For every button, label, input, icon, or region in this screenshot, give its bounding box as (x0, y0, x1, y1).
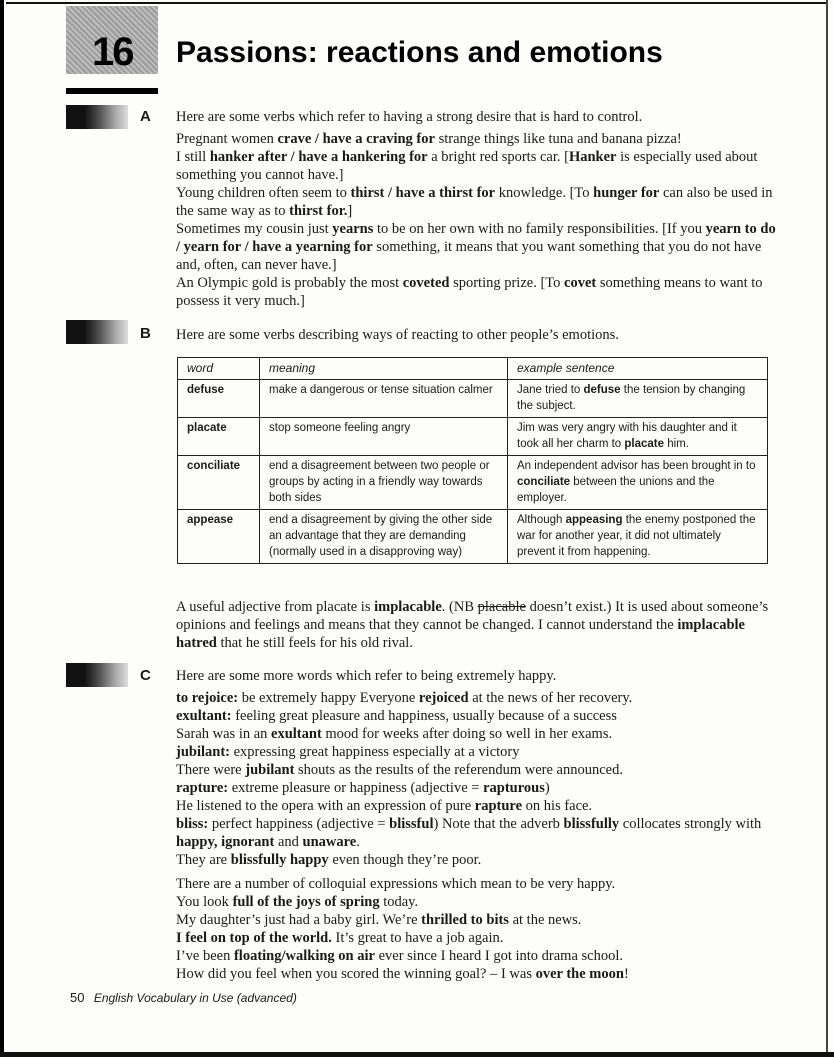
table-row (178, 418, 768, 456)
text-run: at the news of her recovery. (468, 690, 633, 706)
text-line (176, 911, 776, 929)
text-run: Pregnant women (176, 131, 278, 147)
text-run: An independent advisor has been brought in to (517, 460, 756, 472)
text-run: him. (664, 438, 689, 450)
key-term: coveted (402, 275, 450, 291)
key-term: jubilant (245, 762, 295, 778)
text-run: He listened to the opera with an expression of pure (176, 798, 475, 814)
key-term: rapturous (483, 780, 545, 796)
text-run: perfect happiness (adjective = (208, 816, 390, 832)
section-b-letter: B (140, 325, 151, 342)
text-run: Although (517, 514, 566, 526)
key-term: thirst / have a thirst for (350, 185, 496, 201)
text-run: Young children often seem to (176, 185, 351, 201)
text-run: There are a number of colloquial expressions which mean to be very happy. (176, 876, 616, 892)
section-b-intro-block (176, 326, 776, 344)
table-row (178, 456, 768, 510)
page-title: Passions: reactions and emotions (176, 36, 663, 69)
section-c-definitions (176, 689, 776, 869)
table-header-row (178, 358, 768, 380)
section-c-expressions (176, 875, 776, 983)
text-run: strange things like tuna and banana pizza! (434, 131, 682, 147)
text-run: on his face. (522, 798, 593, 814)
text-run: You look (176, 894, 233, 910)
key-term: exultant: (176, 708, 232, 724)
key-term: unaware (302, 834, 357, 850)
text-run: ) Note that the adverb (433, 816, 564, 832)
text-run: ) (544, 780, 550, 796)
key-term: blissfully happy (230, 852, 329, 868)
section-a-letter: A (140, 108, 151, 125)
key-term: yearn to do / yearn for / have a yearning for (176, 221, 776, 255)
text-run: extreme pleasure or happiness (adjective = (228, 780, 484, 796)
cell-meaning: make a dangerous or tense situation calmer (260, 380, 508, 418)
text-run: . (NB (441, 599, 478, 615)
key-term: rejoiced (418, 690, 469, 706)
key-term: exultant (271, 726, 322, 742)
text-run: feeling great pleasure and happiness, usually because of a success (231, 708, 617, 724)
key-term: appeasing (565, 514, 623, 526)
key-term: covet (564, 275, 597, 291)
page-number: 50 (70, 990, 85, 1005)
cell-word: placate (178, 418, 260, 456)
text-run: I’ve been (176, 948, 234, 964)
text-run: is especially used about something you cannot have.] (176, 149, 758, 183)
key-term: floating/walking on air (233, 948, 375, 964)
text-run: to be on her own with no family responsibilities. [If you (373, 221, 706, 237)
cell-word: appease (178, 510, 260, 564)
text-run: the enemy postponed the war for another year, it did not ultimately prevent it from happening. (517, 514, 756, 558)
key-term: placate (624, 438, 665, 450)
text-run: sporting prize. [To (449, 275, 565, 291)
text-line (176, 725, 776, 743)
section-c-intro: Here are some more words which refer to being extremely happy. (176, 668, 557, 684)
text-run: I still (176, 149, 210, 165)
key-term: conciliate (517, 476, 571, 488)
key-term: implacable (374, 599, 442, 615)
text-run: at the news. (508, 912, 582, 928)
text-line (176, 707, 776, 725)
section-a-text (176, 108, 776, 310)
header-word: word (178, 358, 260, 380)
section-b-marker (66, 320, 128, 344)
key-term: happy, ignorant (176, 834, 275, 850)
cell-word: defuse (178, 380, 260, 418)
text-run: a bright red sports car. [ (427, 149, 569, 165)
cell-meaning: stop someone feeling angry (260, 418, 508, 456)
text-run: can also be used in the same way as to (176, 185, 773, 219)
text-line (176, 761, 776, 779)
text-line (176, 875, 776, 893)
key-term: defuse (583, 384, 621, 396)
text-run: even though they’re poor. (328, 852, 482, 868)
text-run: something, it means that you want something that you do not have and, often, can never have.] (176, 239, 762, 273)
table-row (178, 380, 768, 418)
text-run: between the unions and the employer. (517, 476, 715, 504)
cell-example (508, 456, 768, 510)
section-c-marker (66, 663, 128, 687)
header-example: example sentence (508, 358, 768, 380)
cell-meaning: end a disagreement by giving the other side an advantage that they are demanding (normally used in a disapproving way) (260, 510, 508, 564)
key-term: full of the joys of spring (232, 894, 380, 910)
key-term: hunger for (593, 185, 660, 201)
unit-number: 16 (92, 30, 133, 74)
key-term: crave / have a craving for (277, 131, 435, 147)
section-a-lines (176, 130, 776, 310)
text-run: They are (176, 852, 231, 868)
text-run: today. (379, 894, 419, 910)
cell-word: conciliate (178, 456, 260, 510)
text-line (176, 148, 776, 184)
section-b-after (176, 598, 776, 652)
text-run: shouts as the results of the referendum were announced. (294, 762, 623, 778)
text-run: that he still feels for his old rival. (216, 635, 413, 651)
key-term: implacable hatred (176, 617, 745, 651)
key-term: yearns (332, 221, 374, 237)
key-term: bliss: (176, 816, 209, 832)
verbs-table (177, 357, 768, 564)
table-row (178, 510, 768, 564)
text-line (176, 274, 776, 310)
text-run: mood for weeks after doing so well in her exams. (321, 726, 613, 742)
key-term: blissful (389, 816, 434, 832)
section-a-intro: Here are some verbs which refer to having a strong desire that is hard to control. (176, 109, 643, 125)
page-right-edge (826, 0, 834, 1057)
text-line (176, 184, 776, 220)
text-run: A useful adjective from placate is (176, 599, 375, 615)
text-run: There were (176, 762, 246, 778)
text-run: An Olympic gold is probably the most (176, 275, 403, 291)
key-term: blissfully (563, 816, 620, 832)
key-term: thirst for. (289, 203, 348, 219)
text-run: Jim was very angry with his daughter and it took all her charm to (517, 422, 737, 450)
text-line (176, 929, 776, 947)
struck-term: placable (477, 599, 526, 615)
cell-meaning: end a disagreement between two people or groups by acting in a friendly way towards both sides (260, 456, 508, 510)
section-c-letter: C (140, 667, 151, 684)
cell-example (508, 418, 768, 456)
section-a-marker (66, 105, 128, 129)
text-line (176, 220, 776, 274)
text-line (176, 851, 776, 869)
text-run: Sarah was in an (176, 726, 272, 742)
text-line (176, 815, 776, 851)
header-meaning: meaning (260, 358, 508, 380)
text-line (176, 689, 776, 707)
text-run: doesn’t exist.) It is used about someone’s opinions and feelings and means that they cannot be changed. I cannot understand the (176, 599, 769, 633)
key-term: rapture: (176, 780, 229, 796)
text-run: collocates strongly with (619, 816, 762, 832)
section-b-after-text (176, 598, 776, 652)
text-run: ever since I heard I got into drama school. (374, 948, 623, 964)
text-line (176, 743, 776, 761)
text-line (176, 130, 776, 148)
text-line (176, 797, 776, 815)
section-c-text (176, 667, 776, 983)
unit-underline-bar (66, 88, 158, 94)
cell-example (508, 380, 768, 418)
page-footer (70, 990, 297, 1005)
cell-example (508, 510, 768, 564)
key-term: to rejoice: (176, 690, 239, 706)
text-run: ] (347, 203, 353, 219)
text-line (176, 779, 776, 797)
page-top-rule (6, 2, 826, 4)
key-term: hanker after / have a hankering for (209, 149, 428, 165)
text-run: My daughter’s just had a baby girl. We’re (176, 912, 422, 928)
section-b-intro: Here are some verbs describing ways of reacting to other people’s emotions. (176, 327, 619, 343)
text-run: ! (623, 966, 629, 982)
text-run: the tension by changing the subject. (517, 384, 746, 412)
text-run: How did you feel when you scored the winning goal? – I was (176, 966, 536, 982)
text-run: knowledge. [To (495, 185, 594, 201)
page-left-border (0, 0, 4, 1057)
text-run: Jane tried to (517, 384, 584, 396)
text-line (176, 893, 776, 911)
text-line (176, 947, 776, 965)
text-run: Sometimes my cousin just (176, 221, 333, 237)
key-term: thrilled to bits (421, 912, 509, 928)
page-bottom-edge (0, 1052, 834, 1057)
key-term: Hanker (568, 149, 617, 165)
text-line (176, 965, 776, 983)
key-term: I feel on top of the world. (176, 930, 332, 946)
key-term: rapture (474, 798, 523, 814)
text-run: be extremely happy Everyone (238, 690, 419, 706)
text-run: and (274, 834, 303, 850)
key-term: over the moon (535, 966, 624, 982)
text-run: . (356, 834, 360, 850)
text-run: something means to want to possess it very much.] (176, 275, 763, 309)
key-term: jubilant: (176, 744, 230, 760)
text-run: expressing great happiness especially at a victory (230, 744, 520, 760)
text-run: It’s great to have a job again. (331, 930, 504, 946)
book-title: English Vocabulary in Use (advanced) (93, 991, 297, 1005)
